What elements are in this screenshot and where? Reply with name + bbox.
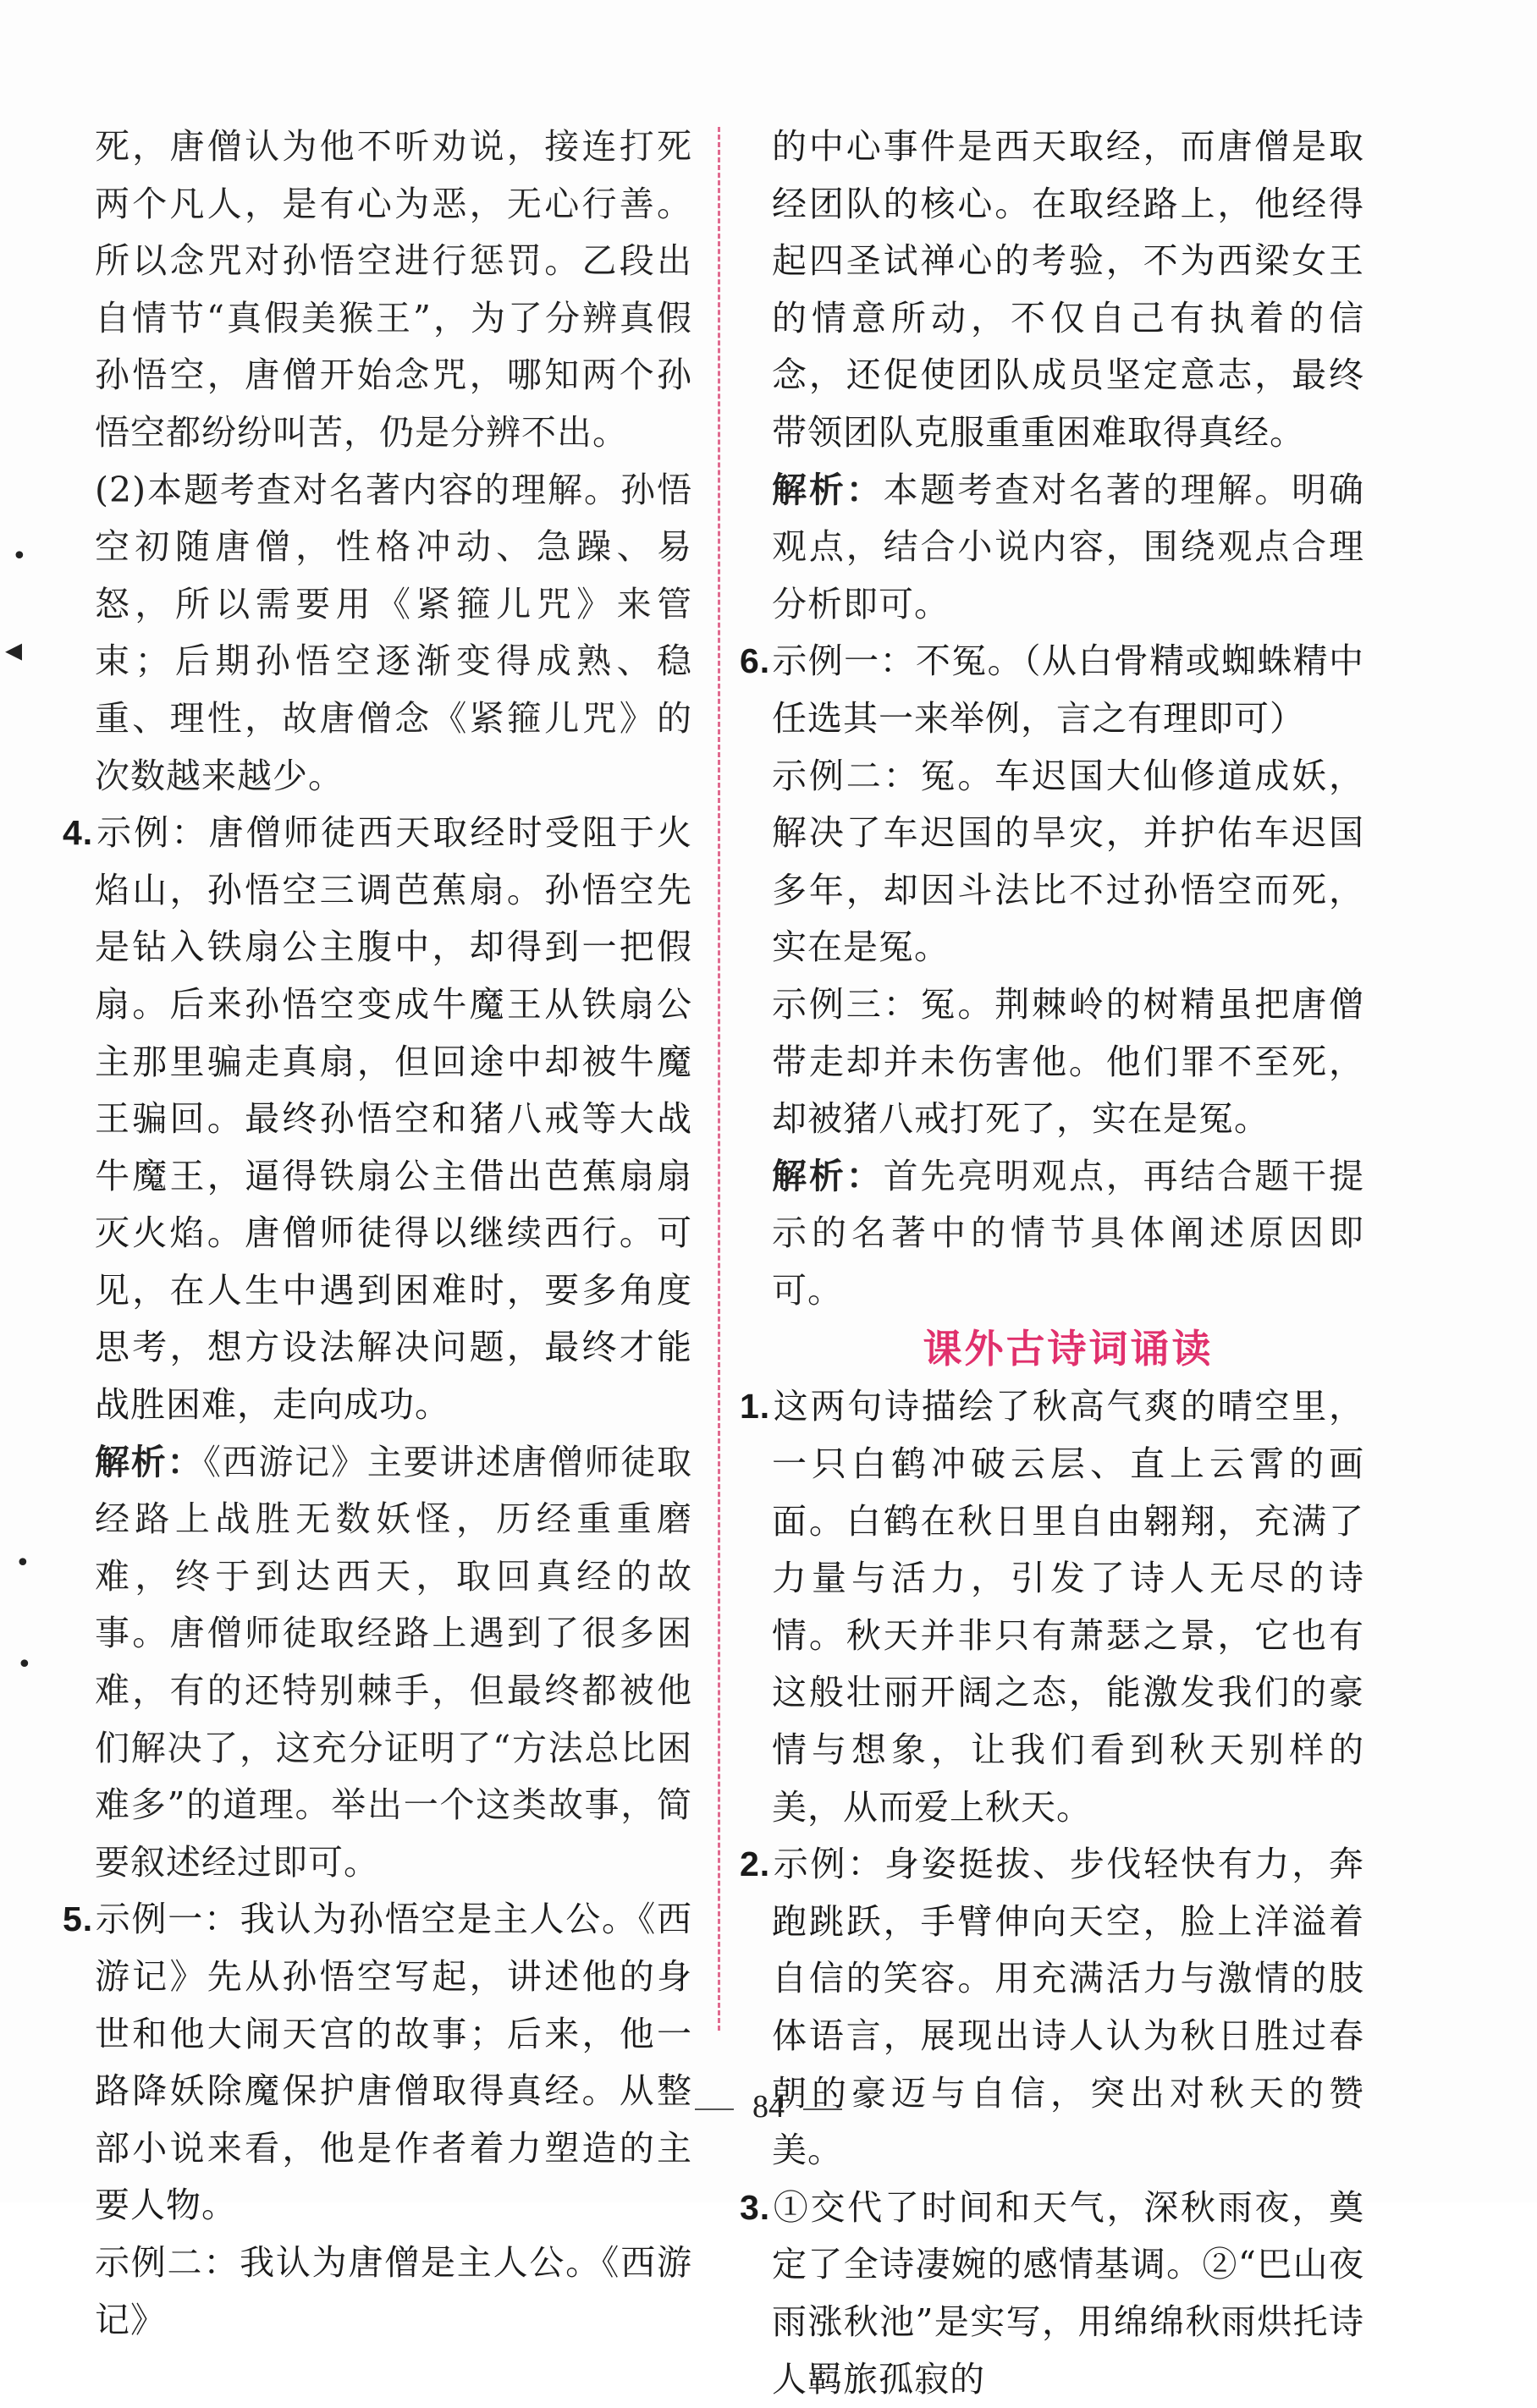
item-text: ①交代了时间和天气，深秋雨夜，奠定了全诗凄婉的感情基调。②“巴山夜雨涨秋池”是实写，用绵绵秋雨烘托诗人羁旅孤寂的: [772, 2186, 1364, 2400]
analysis-label: 解析：: [772, 470, 884, 509]
answer-paragraph: 示例二：冤。车迟国大仙修道成妖，解决了车迟国的旱灾，并护佑车迟国多年，却因斗法比不过孙悟空而死，实在是冤。: [772, 755, 1364, 968]
analysis-label: 解析：: [772, 1156, 884, 1196]
answer-paragraph: 示例三：冤。荆棘岭的树精虽把唐僧带走却并未伤害他。他们罪不至死，却被猪八戒打死了，实在是冤。: [772, 983, 1364, 1140]
answer-item-3: [740, 2180, 1364, 2408]
item-number: 1.: [740, 1387, 771, 1427]
item-text: 示例一：不冤。（从白骨精或蜘蛛精中任选其一来举例，言之有理即可）: [772, 640, 1364, 739]
analysis-paragraph: [772, 462, 1364, 634]
footer-dash: [695, 2108, 734, 2110]
analysis-label: 解析：: [95, 1442, 204, 1482]
answer-item-4: [63, 805, 692, 1434]
analysis-paragraph: [772, 1148, 1364, 1320]
item-number: 5.: [63, 1899, 94, 1939]
scan-mark: •: [17, 1650, 32, 1680]
answer-paragraph: 的中心事件是西天取经，而唐僧是取经团队的核心。在取经路上，他经得起四圣试禅心的考验，不为西梁女王的情意所动，不仅自己有执着的信念，还促使团队成员坚定意志，最终带领团队克服重重困难取得真经。: [772, 126, 1364, 453]
item-text: 示例：身姿挺拔、步伐轻快有力，奔跑跳跃，手臂伸向天空，脸上洋溢着自信的笑容。用充满活力与激情的肢体语言，展现出诗人认为秋日胜过春朝的豪迈与自信，突出对秋天的赞美。: [772, 1844, 1364, 2171]
answer-paragraph: (2)本题考查对名著内容的理解。孙悟空初随唐僧，性格冲动、急躁、易怒，所以需要用《紧箍儿咒》来管束；后期孙悟空逐渐变得成熟、稳重、理性，故唐僧念《紧箍儿咒》的次数越来越少。: [95, 469, 692, 796]
answer-paragraph: 死，唐僧认为他不听劝说，接连打死两个凡人，是有心为恶，无心行善。所以念咒对孙悟空进行惩罚。乙段出自情节“真假美猴王”，为了分辨真假孙悟空，唐僧开始念咒，哪知两个孙悟空都纷纷叫苦，仍是分辨不出。: [95, 126, 692, 453]
item-number: 4.: [63, 813, 94, 853]
answer-item-1: [740, 1378, 1364, 1836]
scan-mark: ◂: [5, 630, 23, 669]
analysis-text: 《西游记》主要讲述唐僧师徒取经路上战胜无数妖怪，历经重重磨难，终于到达西天，取回真经的故事。唐僧师徒取经路上遇到了很多困难，有的还特别棘手，但最终都被他们解决了，这充分证明了“方法总比困难多”的道理。举出一个这类故事，简要叙述经过即可。: [95, 1441, 692, 1883]
answer-item-5: [63, 1891, 692, 2235]
column-divider: [718, 127, 720, 2031]
scan-mark: •: [12, 542, 27, 571]
answer-paragraph: 示例二：我认为唐僧是主人公。《西游记》: [95, 2241, 692, 2340]
scan-mark: •: [15, 1548, 30, 1578]
left-column: [63, 118, 692, 2349]
answer-item-6: [740, 633, 1364, 747]
item-text: 示例：唐僧师徒西天取经时受阻于火焰山，孙悟空三调芭蕉扇。孙悟空先是钻入铁扇公主腹中，却得到一把假扇。后来孙悟空变成牛魔王从铁扇公主那里骗走真扇，但回途中却被牛魔王骗回。最终孙悟空和猪八戒等大战牛魔王，逼得铁扇公主借出芭蕉扇扇灭火焰。唐僧师徒得以继续西行。可见，在人生中遇到困难时，要多角度思考，想方设法解决问题，最终才能战胜困难，走向成功。: [95, 812, 692, 1426]
analysis-text: 本题考查对名著的理解。明确观点，结合小说内容，围绕观点合理分析即可。: [772, 469, 1365, 624]
analysis-text: 首先亮明观点，再结合题干提示的名著中的情节具体阐述原因即可。: [772, 1155, 1365, 1311]
section-title: 课外古诗词诵读: [923, 1326, 1214, 1372]
analysis-paragraph: [95, 1434, 692, 1892]
item-number: 3.: [740, 2187, 771, 2227]
item-text: 这两句诗描绘了秋高气爽的晴空里，一只白鹤冲破云层、直上云霄的画面。白鹤在秋日里自由翱翔，充满了力量与活力，引发了诗人无尽的诗情。秋天并非只有萧瑟之景，它也有这般壮丽开阔之态，能激发我们的豪情与想象，让我们看到秋天别样的美，从而爱上秋天。: [772, 1386, 1364, 1828]
item-number: 2.: [740, 1844, 771, 1884]
page-number: 84: [752, 2089, 785, 2125]
item-number: 6.: [740, 641, 771, 681]
footer-dash: [803, 2108, 842, 2110]
item-text: 示例一：我认为孙悟空是主人公。《西游记》先从孙悟空写起，讲述他的身世和他大闹天宫的故事；后来，他一路降妖除魔保护唐僧取得真经。从整部小说来看，他是作者着力塑造的主要人物。: [95, 1899, 692, 2226]
page-footer: [0, 2088, 1537, 2125]
